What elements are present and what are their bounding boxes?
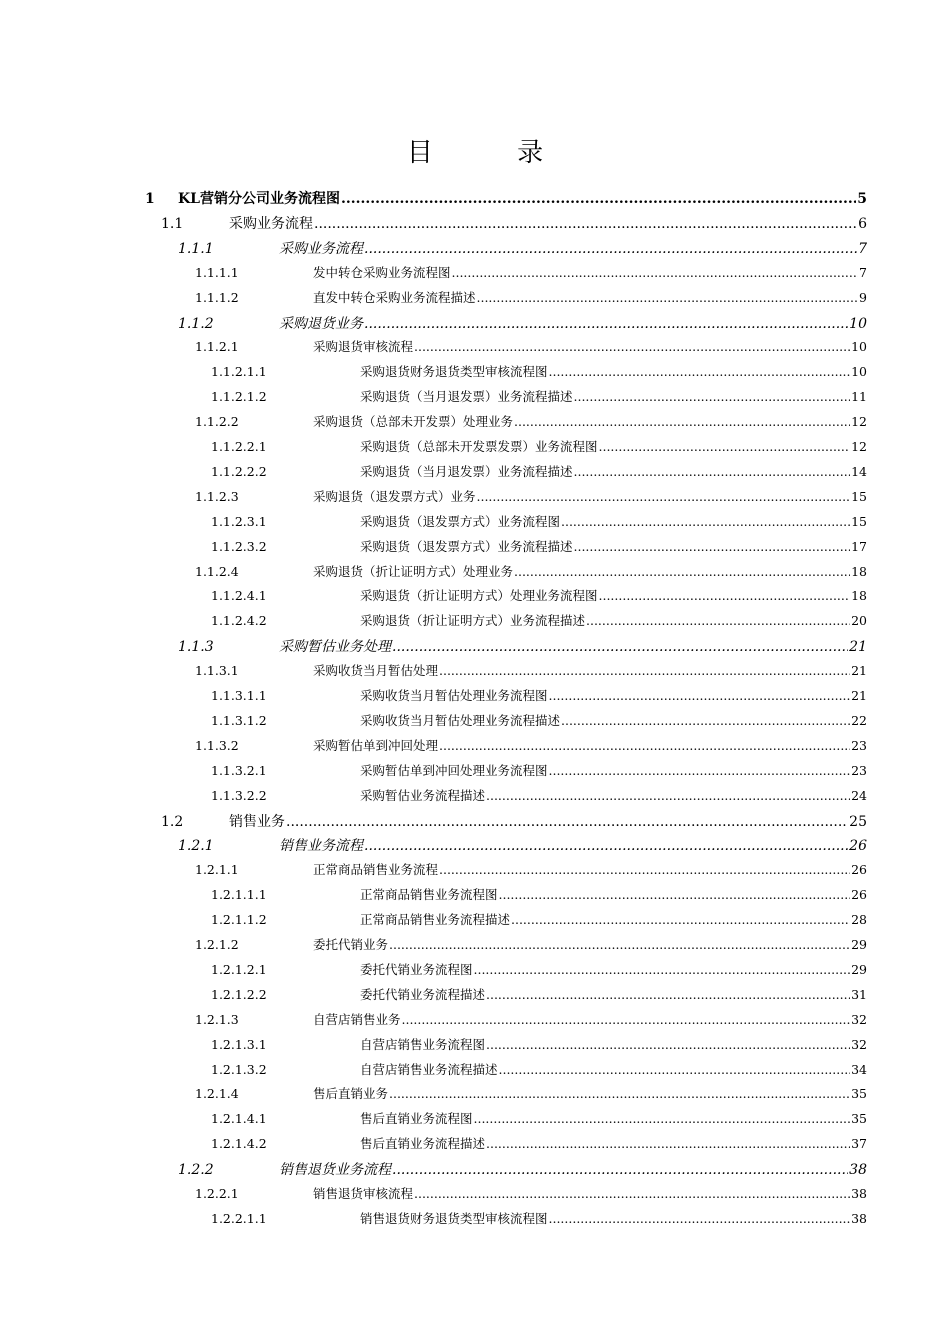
toc-entry[interactable] (211, 1060, 867, 1078)
toc-entry-title: 售后直销业务 (313, 1086, 389, 1102)
toc-entry-title: 自营店销售业务 (313, 1011, 401, 1027)
toc-entry-page: 23 (851, 762, 867, 778)
toc-entry-number: 1.2.1.4.2 (211, 1136, 267, 1152)
toc-entry-number: 1.2.1.1.1 (211, 887, 267, 903)
toc-entry-page: 29 (851, 961, 867, 977)
toc-entry-title: 采购暂估单到冲回处理 (313, 737, 439, 753)
toc-dot-leader (477, 290, 859, 305)
toc-entry-title: 销售业务 (229, 813, 285, 830)
toc-dot-leader (314, 216, 857, 232)
toc-entry-number: 1.2.2.1.1 (211, 1210, 267, 1226)
toc-dot-leader (599, 588, 851, 603)
toc-entry-number: 1.1.3.2.1 (211, 762, 267, 778)
toc-entry-page: 5 (857, 191, 867, 207)
toc-entry-page: 38 (851, 1186, 867, 1201)
toc-entry-page: 11 (851, 389, 867, 405)
toc-dot-leader (439, 663, 850, 678)
toc-entry-title: 采购收货当月暂估处理业务流程图 (360, 688, 548, 703)
toc-entry[interactable] (178, 238, 867, 258)
toc-entry-number: 1.1.2.3.1 (211, 513, 267, 529)
toc-entry-page: 10 (851, 364, 867, 380)
toc-entry[interactable] (178, 636, 867, 656)
toc-entry-page: 12 (851, 414, 867, 430)
toc-dot-leader (364, 241, 857, 257)
toc-entry-title: 采购退货（折让证明方式）处理业务流程图 (360, 588, 598, 604)
toc-entry-number: 1.1.1.2 (195, 289, 239, 305)
toc-dot-leader (486, 1136, 850, 1151)
toc-entry-number: 1.2.1.3 (195, 1011, 239, 1027)
toc-entry[interactable] (195, 288, 867, 306)
toc-entry[interactable] (211, 537, 867, 555)
toc-entry[interactable] (211, 512, 867, 530)
toc-entry[interactable] (145, 188, 867, 208)
toc-entry[interactable] (211, 985, 867, 1003)
toc-entry[interactable] (195, 1084, 867, 1102)
toc-entry[interactable] (211, 586, 867, 604)
toc-entry-title: 售后直销业务流程图 (360, 1111, 473, 1127)
toc-entry[interactable] (211, 786, 867, 804)
toc-entry-title: 采购退货审核流程 (313, 339, 414, 355)
toc-entry-page: 9 (859, 289, 867, 305)
toc-entry[interactable] (211, 1109, 867, 1127)
toc-entry-title: 自营店销售业务流程描述 (360, 1061, 498, 1077)
toc-entry-page: 28 (851, 912, 867, 928)
toc-entry-page: 35 (851, 1111, 867, 1127)
toc-entry-number: 1.1.2 (178, 315, 214, 332)
toc-entry-number: 1.1.1.1 (195, 264, 239, 280)
toc-entry-page: 26 (851, 862, 867, 878)
toc-entry-title: 采购退货（退发票方式）业务流程描述 (360, 538, 573, 554)
toc-entry-page: 26 (851, 887, 867, 903)
toc-entry[interactable] (211, 1035, 867, 1053)
toc-entry-title: 销售退货审核流程 (313, 1186, 414, 1201)
toc-entry-number: 1.2.1.3.2 (211, 1061, 267, 1077)
toc-entry-number: 1.2.1.4 (195, 1086, 239, 1102)
toc-entry[interactable] (178, 313, 867, 333)
toc-dot-leader (599, 439, 851, 454)
toc-entry-title: 采购暂估业务处理 (279, 639, 391, 656)
toc-entry[interactable] (195, 661, 867, 679)
toc-entry[interactable] (195, 263, 867, 281)
toc-entry[interactable] (211, 387, 867, 405)
toc-entry-page: 25 (849, 813, 867, 830)
toc-dot-leader (549, 763, 851, 778)
toc-entry-page: 18 (851, 563, 867, 579)
toc-entry-title: 采购退货（总部未开发票发票）业务流程图 (360, 439, 598, 454)
toc-dot-leader (364, 838, 848, 854)
toc-dot-leader (389, 1086, 850, 1101)
toc-entry-title: 正常商品销售业务流程 (313, 862, 439, 878)
toc-entry-page: 26 (849, 838, 867, 855)
toc-entry-page: 12 (851, 439, 867, 454)
toc-entry-number: 1.1.2.1 (195, 339, 239, 355)
toc-entry[interactable] (211, 462, 867, 480)
toc-dot-leader (574, 389, 851, 404)
toc-entry[interactable] (195, 562, 867, 580)
toc-entry[interactable] (195, 736, 867, 754)
toc-dot-leader (561, 713, 850, 728)
toc-entry-title: 采购退货业务 (279, 315, 363, 332)
toc-dot-leader (439, 862, 850, 877)
toc-entry[interactable] (161, 811, 867, 831)
toc-entry-title: 委托代销业务流程描述 (360, 986, 486, 1002)
toc-entry-number: 1.1.2.4.2 (211, 613, 267, 629)
toc-entry-title: 销售退货财务退货类型审核流程图 (360, 1210, 548, 1226)
toc-dot-leader (402, 1012, 851, 1027)
toc-entry-page: 18 (851, 588, 867, 604)
toc-dot-leader (474, 1111, 851, 1126)
toc-dot-leader (364, 316, 848, 332)
toc-dot-leader (392, 639, 848, 655)
toc-entry-number: 1.2.1.1 (195, 862, 239, 878)
toc-entry-number: 1.1.3.1 (195, 663, 239, 679)
toc-entry-page: 14 (851, 463, 867, 479)
toc-dot-leader (574, 539, 851, 554)
toc-entry-number: 1.2 (161, 813, 184, 830)
toc-entry-title: 售后直销业务流程描述 (360, 1136, 486, 1152)
toc-entry-page: 37 (851, 1136, 867, 1152)
toc-entry[interactable] (211, 761, 867, 779)
toc-entry[interactable] (211, 885, 867, 903)
toc-entry-title: 采购退货（当月退发票）业务流程描述 (360, 389, 573, 405)
toc-dot-leader (586, 613, 850, 628)
toc-title: 目 录 (406, 138, 582, 168)
toc-dot-leader (486, 987, 850, 1002)
toc-entry-page: 21 (851, 688, 867, 703)
toc-dot-leader (477, 489, 851, 504)
toc-entry[interactable] (161, 213, 867, 233)
toc-entry[interactable] (211, 611, 867, 629)
toc-entry-number: 1.1.2.3.2 (211, 538, 267, 554)
toc-entry[interactable] (195, 935, 867, 953)
toc-entry-page: 32 (851, 1036, 867, 1052)
toc-entry-title: 采购业务流程 (279, 240, 363, 257)
toc-entry-page: 15 (851, 513, 867, 529)
toc-entry-title: 销售退货业务流程 (279, 1162, 391, 1179)
toc-entry-number: 1.1.3.2.2 (211, 787, 267, 803)
toc-entry[interactable] (195, 1184, 867, 1202)
toc-entry-title: 采购暂估单到冲回处理业务流程图 (360, 762, 548, 778)
toc-entry-page: 21 (849, 639, 867, 656)
toc-entry-title: 采购收货当月暂估处理业务流程描述 (360, 712, 561, 728)
toc-entry-page: 17 (851, 538, 867, 554)
toc-entry-number: 1.1.2.3 (195, 488, 239, 504)
toc-entry[interactable] (195, 1010, 867, 1028)
toc-dot-leader (414, 1186, 850, 1201)
toc-dot-leader (414, 339, 850, 354)
toc-entry-page: 20 (851, 613, 867, 629)
toc-entry[interactable] (211, 960, 867, 978)
toc-entry-title: KL营销分公司业务流程图 (178, 191, 341, 207)
toc-entry-number: 1.2.2.1 (195, 1186, 239, 1201)
toc-entry-number: 1.1.2.2 (195, 414, 239, 430)
toc-entry-title: 采购退货（总部未开发票）处理业务 (313, 414, 514, 430)
toc-entry-number: 1 (145, 191, 155, 207)
toc-entry-title: 采购暂估业务流程描述 (360, 787, 486, 803)
toc-entry-title: 采购退货（退发票方式）业务 (313, 488, 476, 504)
toc-entry-number: 1.2.1.3.1 (211, 1036, 267, 1052)
toc-entry-number: 1.2.1.2.1 (211, 961, 267, 977)
toc-entry-title: 正常商品销售业务流程描述 (360, 912, 511, 928)
toc-dot-leader (514, 414, 850, 429)
toc-entry-title: 采购收货当月暂估处理 (313, 663, 439, 679)
toc-entry-page: 34 (851, 1061, 867, 1077)
toc-entry[interactable] (178, 1159, 867, 1179)
toc-entry-title: 采购退货财务退货类型审核流程图 (360, 364, 548, 380)
toc-entry-number: 1.2.2 (178, 1162, 214, 1179)
toc-entry-page: 10 (851, 339, 867, 355)
toc-dot-leader (549, 364, 851, 379)
toc-entry[interactable] (195, 860, 867, 878)
toc-entry-title: 采购退货（当月退发票）业务流程描述 (360, 463, 573, 479)
toc-entry-number: 1.2.1.1.2 (211, 912, 267, 928)
toc-dot-leader (561, 514, 850, 529)
toc-entry-page: 6 (858, 215, 867, 232)
toc-entry-title: 采购业务流程 (229, 215, 313, 232)
toc-entry[interactable] (195, 412, 867, 430)
toc-entry-number: 1.2.1.4.1 (211, 1111, 267, 1127)
toc-entry-title: 采购退货（折让证明方式）处理业务 (313, 563, 514, 579)
toc-entry-number: 1.1.1 (178, 240, 214, 257)
toc-entry[interactable] (195, 487, 867, 505)
toc-entry-page: 21 (851, 663, 867, 679)
toc-entry-number: 1.1.3.2 (195, 737, 239, 753)
toc-entry-title: 正常商品销售业务流程图 (360, 887, 498, 903)
toc-entry-number: 1.1.2.1.1 (211, 364, 267, 380)
toc-entry-title: 采购退货（退发票方式）业务流程图 (360, 513, 561, 529)
toc-entry[interactable] (178, 835, 867, 855)
toc-entry-number: 1.2.1.2.2 (211, 986, 267, 1002)
toc-entry-title: 直发中转仓采购业务流程描述 (313, 289, 476, 305)
toc-entry-page: 29 (851, 937, 867, 952)
toc-entry-page: 23 (851, 737, 867, 753)
toc-dot-leader (499, 887, 851, 902)
toc-dot-leader (392, 1162, 848, 1178)
toc-dot-leader (286, 814, 848, 830)
toc-dot-leader (486, 788, 850, 803)
toc-entry-number: 1.2.1 (178, 838, 214, 855)
toc-entry-page: 24 (851, 787, 867, 803)
toc-dot-leader (486, 1037, 850, 1052)
toc-dot-leader (549, 1211, 851, 1226)
toc-dot-leader (549, 688, 851, 703)
toc-dot-leader (574, 464, 851, 479)
toc-dot-leader (499, 1062, 851, 1077)
toc-entry-title: 委托代销业务 (313, 937, 389, 952)
toc-entry-page: 22 (851, 712, 867, 728)
toc-dot-leader (474, 962, 851, 977)
toc-entry-title: 自营店销售业务流程图 (360, 1036, 486, 1052)
toc-entry[interactable] (211, 1209, 867, 1227)
toc-entry-page: 7 (859, 264, 867, 280)
toc-entry-title: 委托代销业务流程图 (360, 961, 473, 977)
toc-entry-page: 15 (851, 488, 867, 504)
toc-entry[interactable] (211, 362, 867, 380)
toc-entry-number: 1.1.2.2.2 (211, 463, 267, 479)
toc-dot-leader (452, 265, 859, 280)
toc-entry[interactable] (195, 337, 867, 355)
toc-entry-page: 32 (851, 1011, 867, 1027)
toc-entry-number: 1.1.3 (178, 639, 214, 656)
toc-entry-title: 发中转仓采购业务流程图 (313, 264, 451, 280)
toc-entry-number: 1.2.1.2 (195, 937, 239, 952)
toc-entry-number: 1.1.2.1.2 (211, 389, 267, 405)
toc-entry[interactable] (211, 711, 867, 729)
toc-dot-leader (514, 564, 850, 579)
toc-entry-number: 1.1.2.4.1 (211, 588, 267, 604)
toc-dot-leader (341, 191, 856, 207)
toc-entry-page: 10 (849, 315, 867, 332)
toc-entry[interactable] (211, 686, 867, 704)
toc-entry-number: 1.1.2.4 (195, 563, 239, 579)
toc-entry-number: 1.1.3.1.2 (211, 712, 267, 728)
toc-entry-page: 35 (851, 1086, 867, 1102)
toc-dot-leader (389, 937, 850, 952)
toc-entry-page: 7 (858, 240, 867, 257)
toc-dot-leader (439, 738, 850, 753)
toc-entry[interactable] (211, 910, 867, 928)
toc-entry-number: 1.1 (161, 215, 184, 232)
toc-entry-page: 31 (851, 986, 867, 1002)
toc-entry-page: 38 (851, 1210, 867, 1226)
toc-entry-title: 销售业务流程 (279, 838, 363, 855)
toc-entry-number: 1.1.2.2.1 (211, 439, 267, 454)
toc-entry[interactable] (211, 437, 867, 455)
toc-entry-title: 采购退货（折让证明方式）业务流程描述 (360, 613, 586, 629)
toc-entry-number: 1.1.3.1.1 (211, 688, 267, 703)
toc-entry[interactable] (211, 1134, 867, 1152)
toc-dot-leader (511, 912, 850, 927)
toc-entry-page: 38 (849, 1162, 867, 1179)
